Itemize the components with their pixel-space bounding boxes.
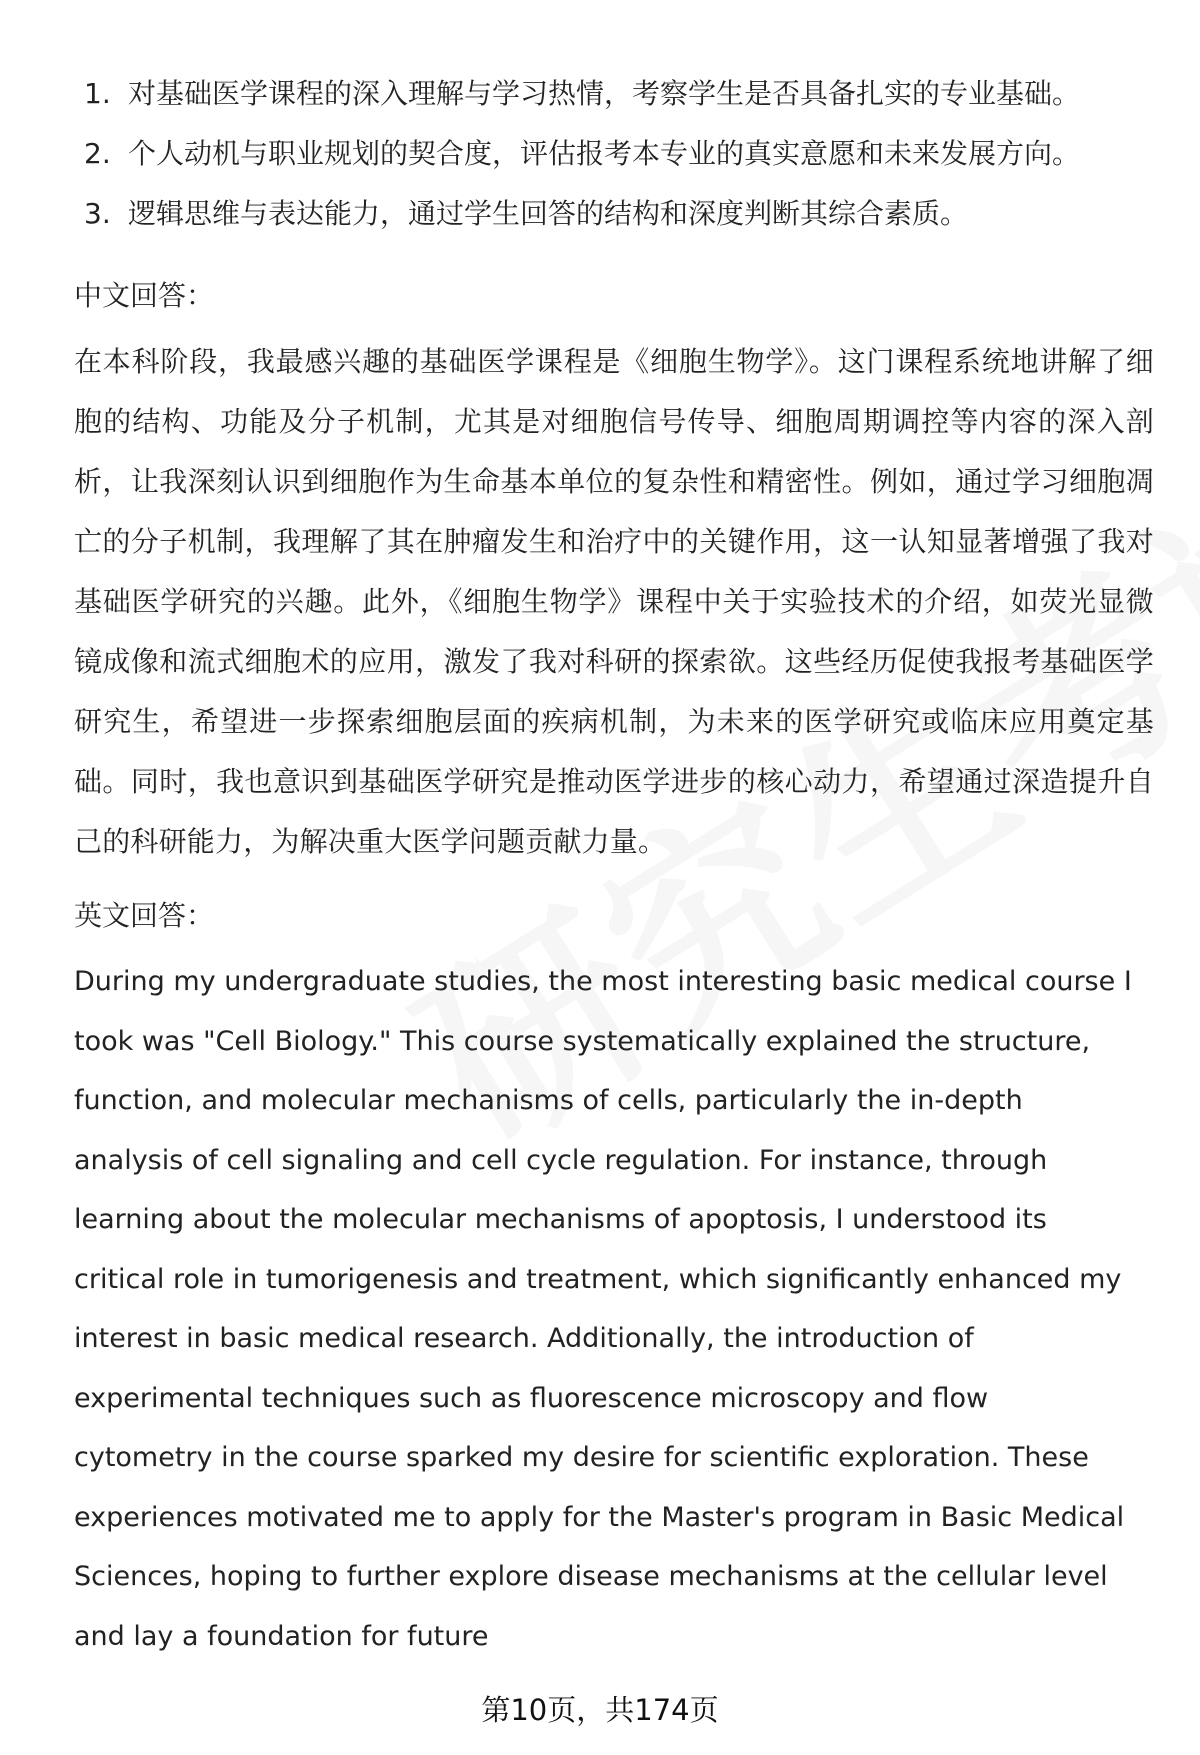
chinese-answer-text: 在本科阶段，我最感兴趣的基础医学课程是《细胞生物学》。这门课程系统地讲解了细胞的结构、功能及分子机制，尤其是对细胞信号传导、细胞周期调控等内容的深入剖析，让我深刻认识到细胞作为生命基本单位的复杂性和精密性。例如，通过学习细胞凋亡的分子机制，我理解了其在肿瘤发生和治疗中的关键作用，这一认知显著增强了我对基础医学研究的兴趣。此外，《细胞生物学》课程中关于实验技术的介绍，如荧光显微镜成像和流式细胞术的应用，激发了我对科研的探索欲。这些经历促使我报考基础医学研究生，希望进一步探索细胞层面的疾病机制，为未来的医学研究或临床应用奠定基础。同时，我也意识到基础医学研究是推动医学进步的核心动力，希望通过深造提升自己的科研能力，为解决重大医学问题贡献力量。 [74,345,1154,858]
criteria-number: 3. [84,197,111,230]
criteria-item [84,184,1164,244]
criteria-number: 2. [84,137,111,170]
criteria-text: 个人动机与职业规划的契合度，评估报考本专业的真实意愿和未来发展方向。 [128,137,1081,170]
page-number: 第10页，共174页 [481,1693,719,1727]
criteria-item [84,64,1164,124]
criteria-list [84,64,1164,244]
criteria-number: 1. [84,77,111,110]
criteria-item [84,124,1164,184]
english-answer-text: During my undergraduate studies, the most interesting basic medical course I took was "Cell Biology." This course systematically explained the structure, function, and molecular mechanisms of cells, particularly the in-depth analysis of cell signaling and cell cycle regulation. For instance, through learning about the molecular mechanisms of apoptosis, I understood its critical role in tumorigenesis and treatment, which significantly enhanced my interest in basic medical research. Additionally, the introduction of experimental techniques such as fluorescence microscopy and flow cytometry in the course sparked my desire for scientific exploration. These experiences motivated me to apply for the Master's program in Basic Medical Sciences, hoping to further explore disease mechanisms at the cellular level and lay a foundation for future [74,966,1132,1652]
chinese-answer-label: 中文回答： [74,279,215,312]
english-answer-label: 英文回答： [74,899,215,932]
criteria-text: 逻辑思维与表达能力，通过学生回答的结构和深度判断其综合素质。 [128,197,969,230]
criteria-text: 对基础医学课程的深入理解与学习热情，考察学生是否具备扎实的专业基础。 [128,77,1081,110]
